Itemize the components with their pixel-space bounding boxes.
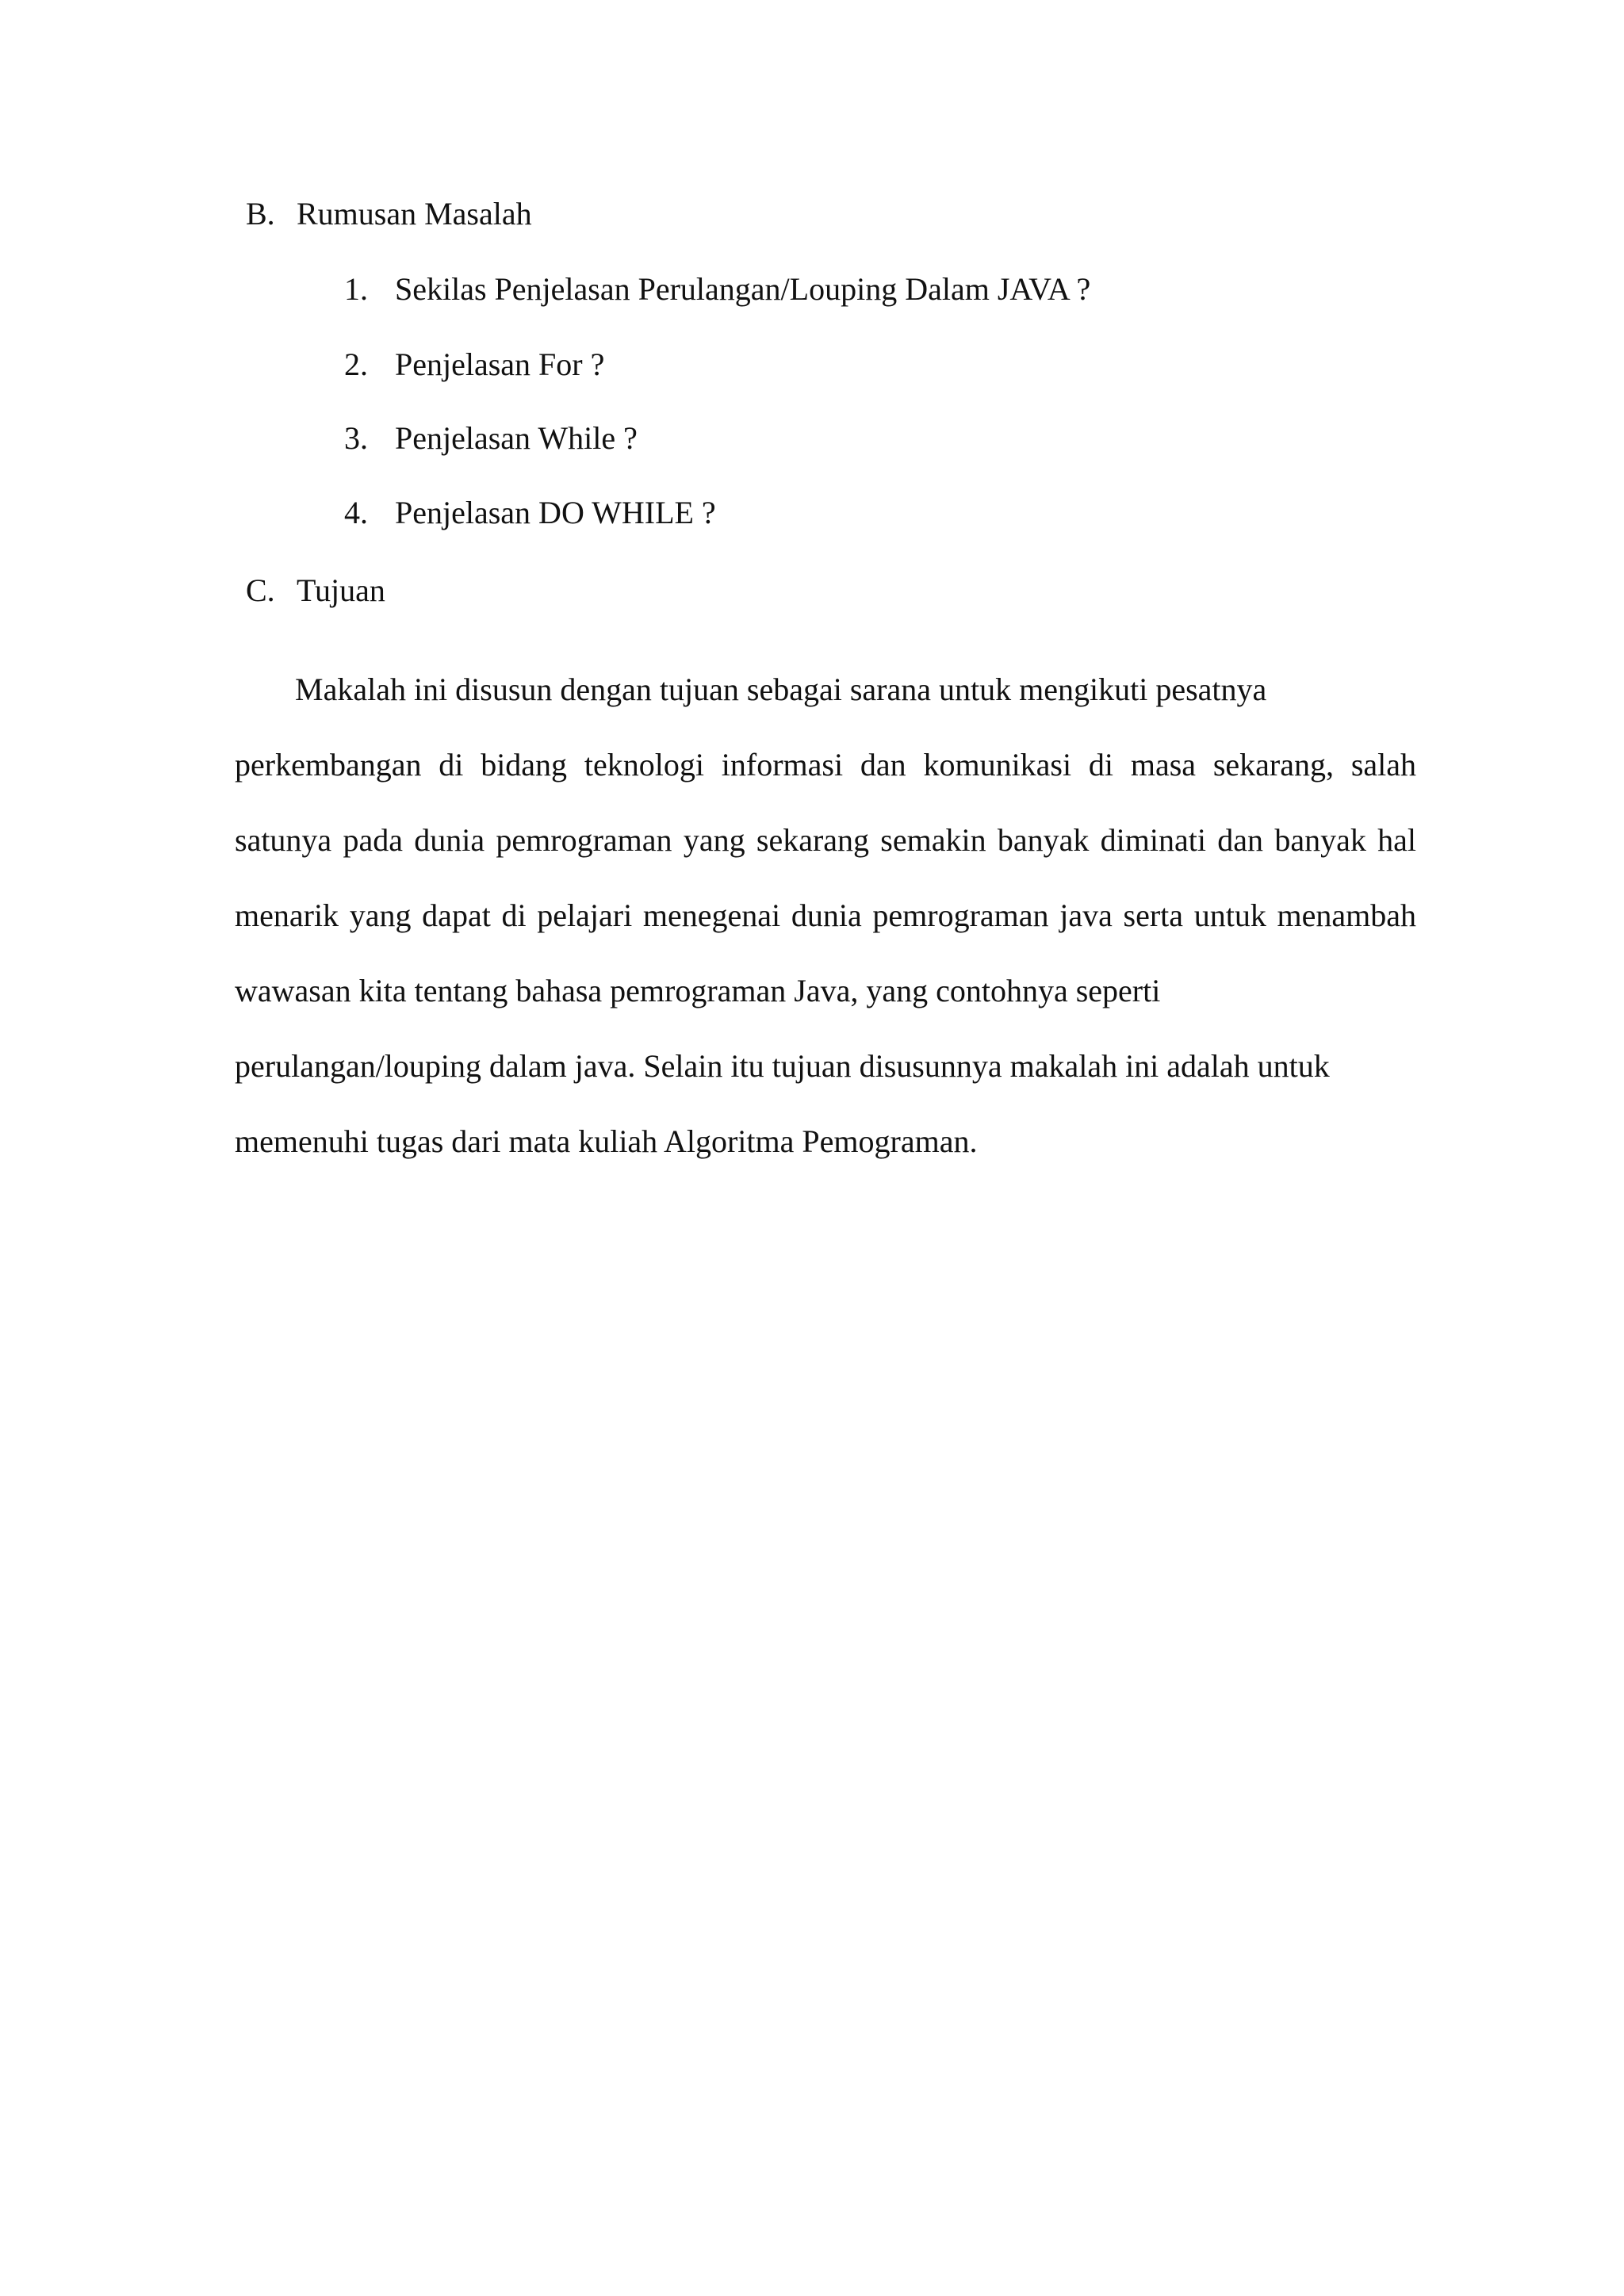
paragraph-line: perulangan/louping dalam java. Selain itu tujuan disusunnya makalah ini adalah untuk	[235, 1048, 1330, 1084]
list-item	[344, 271, 1091, 307]
paragraph-line: Makalah ini disusun dengan tujuan sebagai sarana untuk mengikuti pesatnya	[295, 672, 1267, 707]
list-item	[344, 420, 638, 456]
paragraph-line: menarik yang dapat di pelajari menegenai dunia pemrograman java serta untuk menambah	[235, 897, 1416, 933]
list-item	[344, 497, 716, 529]
list-item-text: Penjelasan For ?	[395, 346, 605, 382]
section-c-heading	[246, 572, 385, 608]
list-item-number: 1.	[344, 271, 368, 307]
list-item	[344, 346, 605, 382]
paragraph-line: perkembangan di bidang teknologi informasi dan komunikasi di masa sekarang, salah	[235, 747, 1416, 783]
paragraph-line: memenuhi tugas dari mata kuliah Algoritma Pemograman.	[235, 1123, 978, 1159]
list-item-number: 4.	[344, 495, 368, 530]
list-item-text: Penjelasan DO WHILE ?	[395, 495, 716, 530]
paragraph-line: satunya pada dunia pemrograman yang sekarang semakin banyak diminati dan banyak hal	[235, 822, 1416, 858]
section-c-letter: C.	[246, 572, 275, 608]
list-item-text: Sekilas Penjelasan Perulangan/Louping Dalam JAVA ?	[395, 271, 1091, 307]
section-b-heading	[246, 198, 532, 230]
section-b-letter: B.	[246, 196, 275, 232]
section-c-title: Tujuan	[297, 572, 385, 608]
list-item-text: Penjelasan While ?	[395, 420, 638, 456]
section-b-title: Rumusan Masalah	[297, 196, 532, 232]
list-item-number: 3.	[344, 420, 368, 456]
paragraph-line: wawasan kita tentang bahasa pemrograman Java, yang contohnya seperti	[235, 973, 1161, 1008]
list-item-number: 2.	[344, 346, 368, 382]
